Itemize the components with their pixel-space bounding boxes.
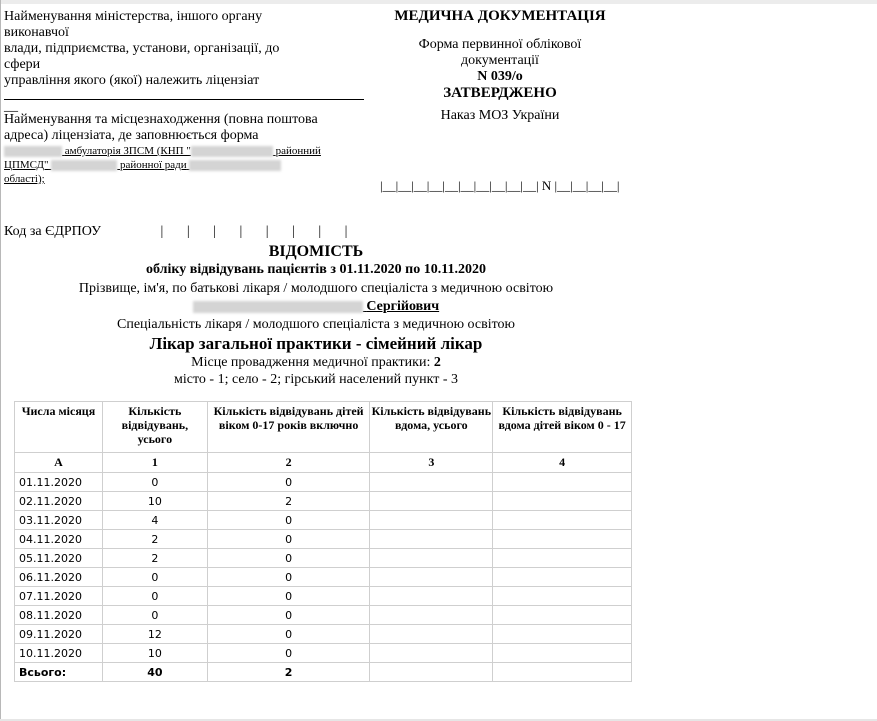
total-visits-sum-cell: 40 (102, 663, 207, 682)
ministry-label-3: влади, підприємства, установи, організації, до (4, 41, 280, 56)
table-row (15, 492, 632, 511)
index-cell: А (15, 453, 103, 473)
date-cell: 10.11.2020 (15, 644, 103, 663)
date-cell: 05.11.2020 (15, 549, 103, 568)
total-label-cell: Всього: (15, 663, 103, 682)
header-left-block (4, 9, 364, 186)
home-visits-cell (370, 549, 493, 568)
medical-documentation-title: МЕДИЧНА ДОКУМЕНТАЦІЯ (394, 8, 606, 24)
practice-place-value: 2 (433, 355, 441, 370)
date-cell: 02.11.2020 (15, 492, 103, 511)
total-visits-cell: 10 (102, 644, 207, 663)
header-total: Кількість відвідувань, усього (102, 402, 207, 453)
home-children-visits-cell (493, 492, 632, 511)
date-cell: 07.11.2020 (15, 587, 103, 606)
home-children-visits-cell (493, 625, 632, 644)
children-visits-cell: 0 (207, 587, 370, 606)
top-strip (0, 0, 877, 4)
ministry-label-5: управління якого (якої) належить ліцензіат (4, 73, 260, 88)
children-visits-cell: 0 (207, 530, 370, 549)
doctor-label: Прізвище, ім'я, по батькові лікаря / молодшого спеціаліста з медичною освітою (78, 281, 554, 296)
home-visits-cell (370, 644, 493, 663)
home-visits-cell (370, 511, 493, 530)
ministry-label-2: виконавчої (4, 25, 69, 40)
address-fragment: районної ради (119, 159, 187, 171)
table-row (15, 587, 632, 606)
home-visits-cell (370, 568, 493, 587)
table-index-row (15, 453, 632, 473)
code-boxes: |__|__|__|__|__|__|__|__|__|__| N |__|__|__|__| (380, 178, 620, 193)
home-visits-cell (370, 606, 493, 625)
home-children-visits-cell (493, 549, 632, 568)
total-visits-cell: 4 (102, 511, 207, 530)
report-title: ВІДОМІСТЬ (268, 243, 364, 260)
practice-place-legend: місто - 1; село - 2; гірський населений пункт - 3 (174, 372, 458, 387)
licensee-label-2: адреса) ліцензіата, де заповнюється форма (4, 128, 259, 143)
edrpou-label: Код за ЄДРПОУ (4, 224, 102, 239)
form-label-1: Форма первинної облікової (418, 37, 582, 52)
home-visits-cell (370, 473, 493, 492)
date-cell: 08.11.2020 (15, 606, 103, 625)
licensee-address-line-2 (4, 158, 364, 172)
order-label: Наказ МОЗ України (440, 108, 560, 123)
approved-label: ЗАТВЕРДЖЕНО (443, 85, 557, 101)
specialty-value: Лікар загальної практики - сімейний лікар (149, 334, 483, 353)
home-visits-cell (370, 530, 493, 549)
table-header-row (15, 402, 632, 453)
licensee-address-line-3: області); (4, 173, 45, 185)
total-visits-cell: 0 (102, 473, 207, 492)
specialty-label: Спеціальність лікаря / молодшого спеціаліста з медичною освітою (116, 317, 515, 332)
total-visits-cell: 10 (102, 492, 207, 511)
date-cell: 04.11.2020 (15, 530, 103, 549)
form-label-2: документації (461, 53, 539, 68)
table-row (15, 549, 632, 568)
home-children-visits-cell (493, 606, 632, 625)
licensee-label-1: Найменування та місцезнаходження (повна поштова (4, 112, 318, 127)
form-number: N 039/о (477, 69, 523, 84)
children-visits-cell: 0 (207, 568, 370, 587)
children-visits-cell: 0 (207, 644, 370, 663)
table-row (15, 511, 632, 530)
home-children-visits-cell (493, 568, 632, 587)
table-row (15, 625, 632, 644)
home-children-visits-cell (493, 644, 632, 663)
index-cell: 2 (207, 453, 370, 473)
redacted-block (51, 160, 117, 171)
total-visits-cell: 2 (102, 549, 207, 568)
total-visits-cell: 2 (102, 530, 207, 549)
redacted-block (4, 146, 62, 157)
redacted-block (189, 160, 281, 171)
total-visits-cell: 0 (102, 587, 207, 606)
index-cell: 4 (493, 453, 632, 473)
children-visits-cell: 0 (207, 511, 370, 530)
practice-place-label: Місце провадження медичної практики: (191, 355, 431, 370)
ministry-label-1: Найменування міністерства, іншого органу (4, 9, 263, 24)
home-children-visits-cell (493, 473, 632, 492)
table-row (15, 644, 632, 663)
edrpou-row (4, 224, 357, 240)
table-row (15, 568, 632, 587)
report-subtitle: обліку відвідувань пацієнтів з 01.11.2020 по 10.11.2020 (146, 262, 486, 277)
address-fragment: районний (275, 145, 321, 157)
header-home: Кількість відвідувань вдома, усього (370, 402, 493, 453)
address-fragment: ЦПМСД" (4, 159, 49, 171)
children-visits-cell: 0 (207, 473, 370, 492)
header-date: Числа місяця (15, 402, 103, 453)
date-cell: 03.11.2020 (15, 511, 103, 530)
home-children-visits-cell (493, 587, 632, 606)
children-visits-sum-cell: 2 (207, 663, 370, 682)
home-children-visits-cell (493, 511, 632, 530)
home-children-visits-cell (493, 530, 632, 549)
home-visits-cell (370, 492, 493, 511)
children-visits-cell: 0 (207, 606, 370, 625)
edrpou-ticks: | | | | | | | | (160, 224, 358, 239)
licensee-address-line-1 (4, 144, 364, 158)
address-fragment: амбулаторія ЗПСМ (КНП " (64, 145, 191, 157)
total-visits-cell: 12 (102, 625, 207, 644)
doctor-patronymic: Сергійович (366, 299, 440, 314)
children-visits-cell: 2 (207, 492, 370, 511)
children-visits-cell: 0 (207, 549, 370, 568)
header-home-children: Кількість відвідувань вдома дітей віком 0 - 17 (493, 402, 632, 453)
header-right-block (380, 8, 620, 124)
table-row (15, 530, 632, 549)
table-row (15, 473, 632, 492)
visits-table (14, 401, 632, 682)
practice-place (0, 355, 632, 371)
table-row (15, 606, 632, 625)
dash-line: __ (4, 99, 18, 114)
doctor-name (0, 299, 632, 315)
home-visits-cell (370, 625, 493, 644)
ministry-label-4: сфери (4, 57, 41, 72)
home-children-visits-sum-cell (493, 663, 632, 682)
date-cell: 01.11.2020 (15, 473, 103, 492)
redacted-block (193, 301, 363, 313)
total-visits-cell: 0 (102, 606, 207, 625)
table-total-row (15, 663, 632, 682)
date-cell: 06.11.2020 (15, 568, 103, 587)
home-visits-sum-cell (370, 663, 493, 682)
children-visits-cell: 0 (207, 625, 370, 644)
home-visits-cell (370, 587, 493, 606)
index-cell: 3 (370, 453, 493, 473)
date-cell: 09.11.2020 (15, 625, 103, 644)
redacted-block (191, 146, 273, 157)
header-children: Кількість відвідувань дітей віком 0-17 років включно (207, 402, 370, 453)
index-cell: 1 (102, 453, 207, 473)
total-visits-cell: 0 (102, 568, 207, 587)
ministry-underline (4, 91, 364, 100)
